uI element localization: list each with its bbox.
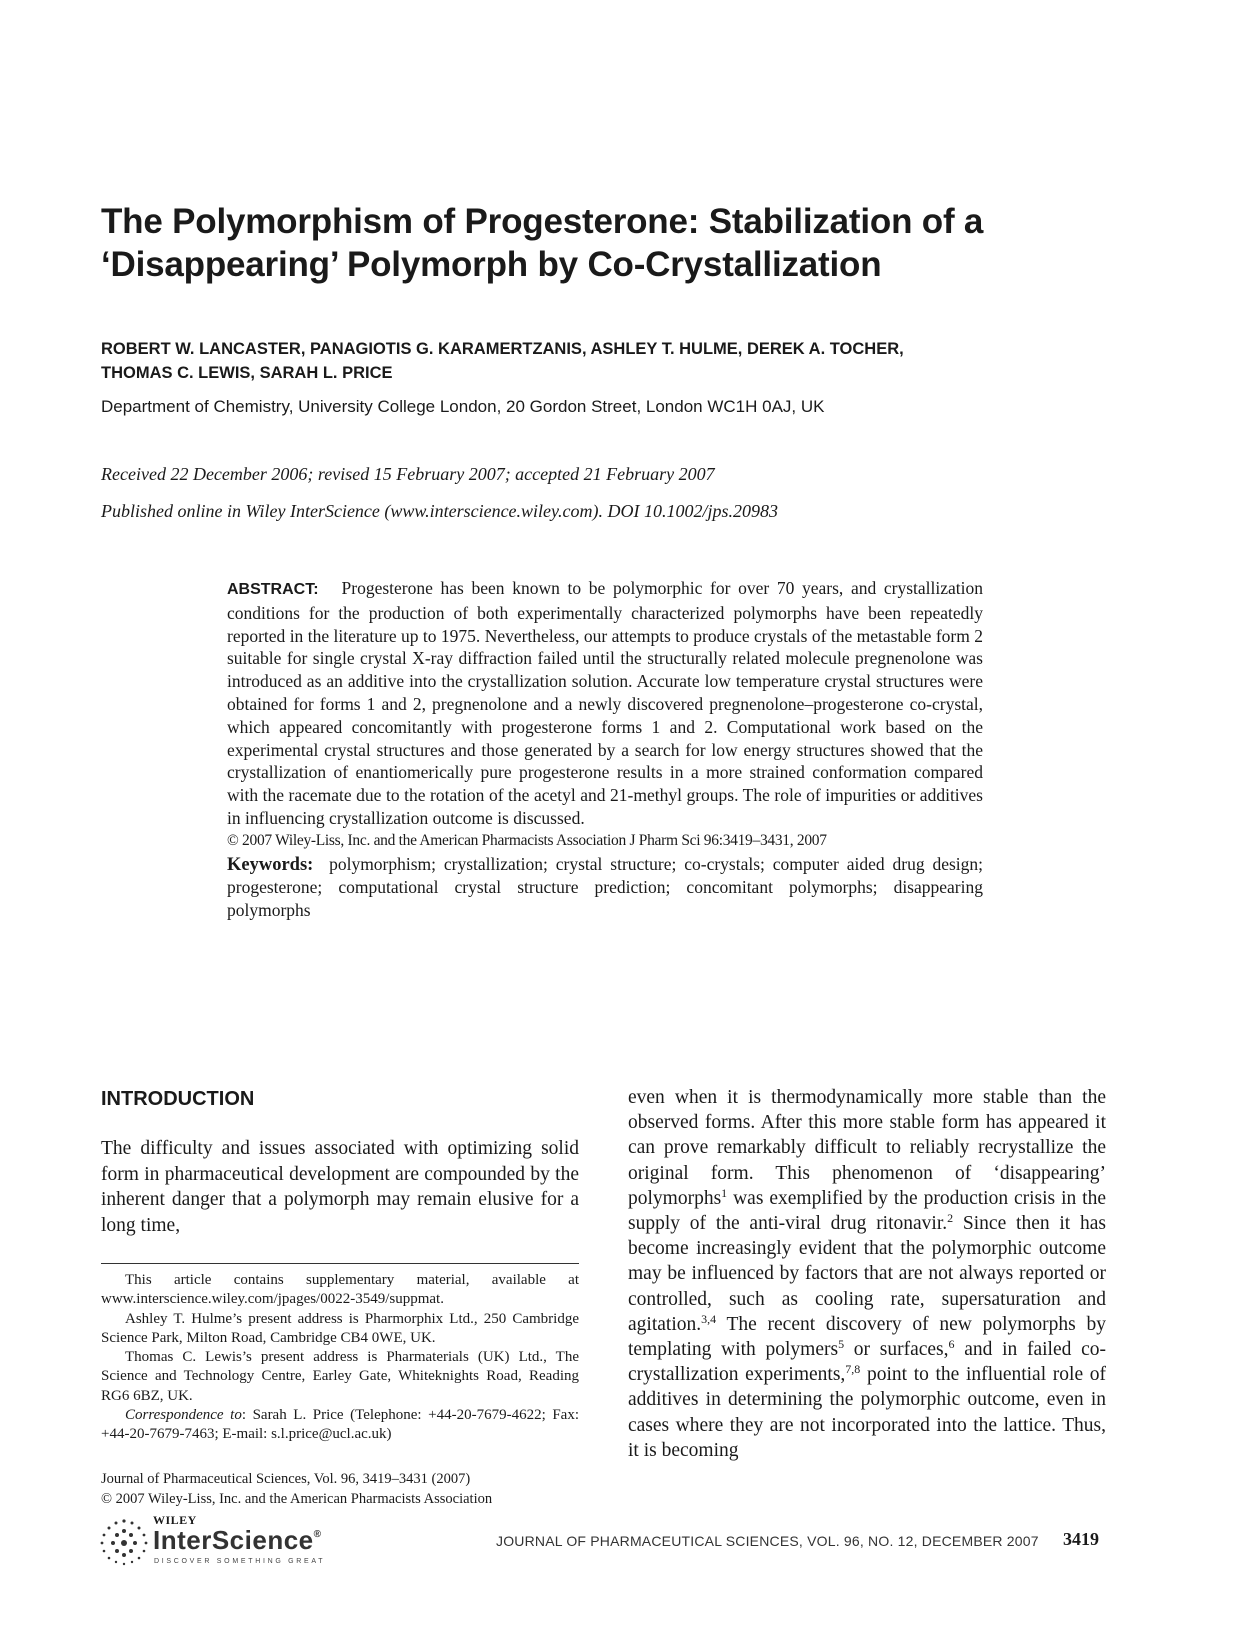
intro-text-4: The recent discovery of new polymorphs by templating with polymers: [628, 1313, 1106, 1361]
intro-right-column: [628, 1085, 1106, 1463]
logo-interscience-text: [153, 1525, 322, 1556]
abstract-label: ABSTRACT:: [227, 581, 319, 598]
section-heading-introduction: INTRODUCTION: [101, 1088, 255, 1110]
footnote-supplementary: This article contains supplementary material, available at www.interscience.wiley.com/jpages/0022-3549/suppmat.: [101, 1272, 579, 1308]
wiley-interscience-logo: [98, 1513, 348, 1573]
abstract-text: Progesterone has been known to be polymorphic for over 70 years, and crystallization conditions for the production of both experimentally characterized polymorphs have been repeatedly reported in the literature up to 1975. Nevertheless, our attempts to produce crystals of the metastable form 2 suitable for single crystal X-ray diffraction failed until the structurally related molecule pregnenolone was introduced as an additive into the crystallization solution. Accurate low temperature crystal structures were obtained for forms 1 and 2, pregnenolone and a newly discovered pregnenolone–progesterone co-crystal, which appeared concomitantly with progesterone forms 1 and 2. Computational work based on the experimental crystal structures and those generated by a search for low energy structures showed that the crystallization of enantiomerically pure progesterone results in a more strained conformation compared with the racemate due to the rotation of the acetyl and 21-methyl groups. The role of impurities or additives in influencing crystallization outcome is discussed.: [227, 578, 983, 828]
footnote-divider: [101, 1263, 579, 1264]
registered-mark: ®: [313, 1529, 322, 1540]
footnote-lewis-address: Thomas C. Lewis’s present address is Pharmaterials (UK) Ltd., The Science and Technology Centre, Earley Gate, Whiteknights Road, Reading RG6 6BZ, UK.: [101, 1349, 579, 1404]
intro-text-6: and in failed co-crystallization experiments,: [628, 1339, 1106, 1386]
dotted-globe-icon: [98, 1517, 150, 1567]
keywords-text: polymorphism; crystallization; crystal structure; co-crystals; computer aided drug design; progesterone; computational crystal structure prediction; concomitant polymorphs; disappearing polymorphs: [227, 853, 984, 921]
journal-citation: Journal of Pharmaceutical Sciences, Vol. 96, 3419–3431 (2007): [101, 1471, 471, 1487]
author-list: [101, 337, 1141, 385]
keywords: [227, 853, 983, 922]
intro-left-column: The difficulty and issues associated with optimizing solid form in pharmaceutical development are compounded by the inherent danger that a polymorph may remain elusive for a long time,: [101, 1138, 579, 1236]
footnotes: [101, 1271, 579, 1445]
author-line-2: THOMAS C. LEWIS, SARAH L. PRICE: [101, 364, 393, 382]
journal-copyright: © 2007 Wiley-Liss, Inc. and the American Pharmacists Association: [101, 1490, 493, 1507]
abstract: [227, 577, 983, 922]
received-dates: Received 22 December 2006; revised 15 February 2007; accepted 21 February 2007: [101, 464, 715, 484]
intro-text-1: even when it is thermodynamically more stable than the observed forms. After this more stable form has appeared it can prove remarkably difficult to reliably recrystallize the original form. This phenomenon of ‘disappearing’ polymorphs: [628, 1087, 1106, 1209]
intro-text-3: Since then it has become increasingly evident that the polymorphic outcome may be influenced by factors that are not always reported or controlled, such as cooling rate, supersaturation and agitation.: [628, 1213, 1106, 1335]
keywords-label: Keywords:: [227, 854, 314, 875]
running-footer: JOURNAL OF PHARMACEUTICAL SCIENCES, VOL. 96, NO. 12, DECEMBER 2007: [496, 1533, 1039, 1549]
ref-1: 1: [721, 1185, 728, 1200]
ref-2: 2: [947, 1211, 954, 1226]
publication-info: Published online in Wiley InterScience (www.interscience.wiley.com). DOI 10.1002/jps.20983: [101, 501, 779, 521]
ref-6: 6: [948, 1337, 955, 1352]
journal-info: [101, 1470, 579, 1509]
ref-7-8: 7,8: [845, 1362, 861, 1377]
page-number: 3419: [1063, 1529, 1099, 1549]
logo-name: InterScience: [153, 1525, 314, 1555]
intro-text-7: point to the influential role of additives in determining the polymorphic outcome, even in cases where they are not incorporated into the lattice. Thus, it is becoming: [628, 1364, 1106, 1461]
logo-wiley-text: WILEY: [153, 1513, 197, 1527]
intro-text-2: was exemplified by the production crisis in the supply of the anti-viral drug ritonavir.: [628, 1187, 1106, 1235]
article-title: The Polymorphism of Progesterone: Stabilization of a ‘Disappearing’ Polymorph by Co-Crystallization: [101, 202, 984, 284]
footnote-hulme-address: Ashley T. Hulme’s present address is Pharmorphix Ltd., 250 Cambridge Science Park, Milton Road, Cambridge CB4 0WE, UK.: [101, 1310, 579, 1346]
correspondence-text: : Sarah L. Price (Telephone: +44-20-7679-4622; Fax: +44-20-7679-7463; E-mail: s.l.price@ucl.ac.uk): [101, 1407, 579, 1443]
ref-5: 5: [838, 1337, 845, 1352]
abstract-copyright: © 2007 Wiley-Liss, Inc. and the American Pharmacists Association J Pharm Sci 96:3419–3431, 2007: [227, 831, 827, 849]
author-line-1: ROBERT W. LANCASTER, PANAGIOTIS G. KARAMERTZANIS, ASHLEY T. HULME, DEREK A. TOCHER,: [101, 340, 904, 358]
intro-text-5: or surfaces,: [844, 1339, 949, 1361]
affiliation: Department of Chemistry, University College London, 20 Gordon Street, London WC1H 0AJ, UK: [101, 397, 825, 416]
logo-tagline: DISCOVER SOMETHING GREAT: [154, 1558, 326, 1565]
ref-3-4: 3,4: [701, 1311, 717, 1326]
correspondence-label: Correspondence to: [125, 1407, 242, 1424]
footnote-correspondence: [101, 1406, 579, 1445]
